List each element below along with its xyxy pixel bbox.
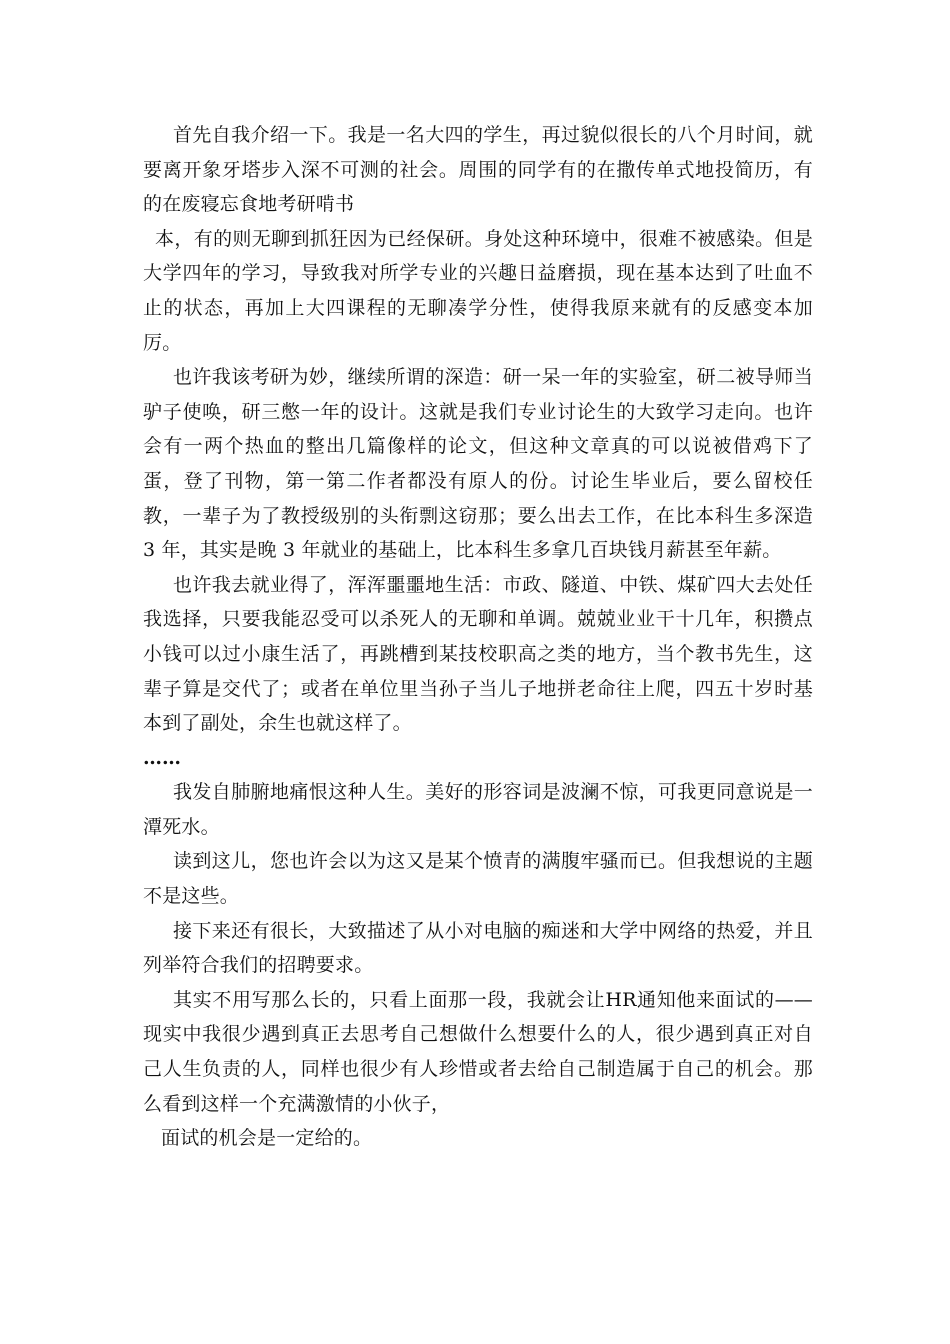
paragraph-reader-note: 读到这儿，您也许会以为这又是某个愤青的满腹牢骚而已。但我想说的主题不是这些。 [143, 850, 813, 908]
paragraph-employment: 也许我去就业得了，浑浑噩噩地生活：市政、隧道、中铁、煤矿四大去处任我选择，只要我能忍受可以杀死人的无聊和单调。兢兢业业干十几年，积攒点小钱可以过小康生活了，再跳槽到某技校职高之类的地方，当个教书先生，这辈子算是交代了；或者在单位里当孙子当儿子地拼老命往上爬，四五十岁时基本到了副处，余生也就这样了。 [143, 573, 813, 735]
paragraph-hr-comment: 其实不用写那么长的，只看上面那一段，我就会让HR通知他来面试的——现实中我很少遇到真正去思考自己想做什么想要什么的人，很少遇到真正对自己人生负责的人，同样也很少有人珍惜或者去给自己制造属于自己的机会。那么看到这样一个充满激情的小伙子， [143, 988, 813, 1115]
paragraph-ellipsis: …… [143, 746, 181, 769]
paragraph-hatred: 我发自肺腑地痛恨这种人生。美好的形容词是波澜不惊，可我更同意说是一潭死水。 [143, 781, 813, 838]
paragraph-conclusion: 面试的机会是一定给的。 [161, 1127, 373, 1150]
paragraph-intro: 首先自我介绍一下。我是一名大四的学生，再过貌似很长的八个月时间，就要离开象牙塔步入深不可测的社会。周围的同学有的在撒传单式地投简历，有的在废寝忘食地考研啃书 [143, 124, 813, 216]
document-body [143, 118, 813, 1156]
paragraph-graduate-school: 也许我该考研为妙，继续所谓的深造：研一呆一年的实验室，研二被导师当驴子使唤，研三憋一年的设计。这就是我们专业讨论生的大致学习走向。也许会有一两个热血的整出几篇像样的论文，但这种文章真的可以说被借鸡下了蛋，登了刊物，第一第二作者都没有原人的份。讨论生毕业后，要么留校任教，一辈子为了教授级别的头衔剽这窃那；要么出去工作，在比本科生多深造 3 年，其实是晚 3 年就业的基础上，比本科生多拿几百块钱月薪甚至年薪。 [143, 366, 813, 562]
paragraph-continuation: 本，有的则无聊到抓狂因为已经保研。身处这种环境中，很难不被感染。但是大学四年的学习，导致我对所学专业的兴趣日益磨损，现在基本达到了吐血不止的状态，再加上大四课程的无聊凑学分性，使得我原来就有的反感变本加厉。 [143, 227, 813, 354]
paragraph-summary: 接下来还有很长，大致描述了从小对电脑的痴迷和大学中网络的热爱，并且列举符合我们的招聘要求。 [143, 919, 813, 977]
